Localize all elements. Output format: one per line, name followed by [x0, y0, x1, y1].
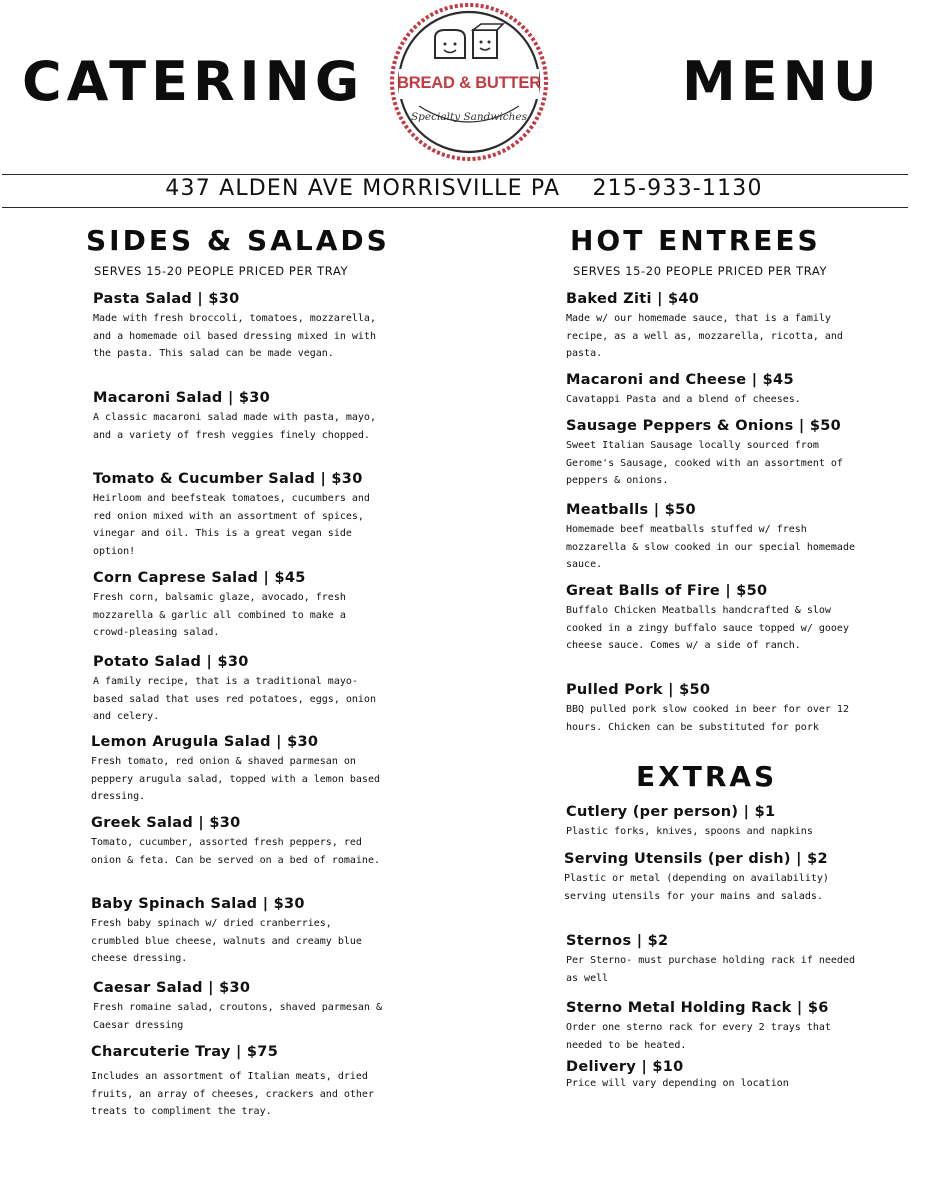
- item-name: Greek Salad | $30: [91, 815, 241, 831]
- item-description: Homemade beef meatballs stuffed w/ fresh mozzarella & slow cooked in our special homemade sauce.: [566, 524, 855, 570]
- menu-item: [93, 290, 383, 363]
- menu-item: [564, 850, 854, 905]
- menu-item: [566, 803, 856, 841]
- sides-salads-title: SIDES & SALADS: [86, 224, 390, 257]
- item-name: Serving Utensils (per dish) | $2: [564, 851, 828, 867]
- menu-item: [91, 1043, 381, 1121]
- item-name: Charcuterie Tray | $75: [91, 1044, 279, 1060]
- item-description: Order one sterno rack for every 2 trays that needed to be heated.: [566, 1022, 831, 1051]
- item-description: Plastic forks, knives, spoons and napkins: [566, 826, 813, 837]
- menu-item: [566, 932, 856, 987]
- menu-item: [566, 1058, 856, 1093]
- item-description: A family recipe, that is a traditional mayo-based salad that uses red potatoes, eggs, onion and celery.: [93, 676, 376, 722]
- item-description: Made w/ our homemade sauce, that is a family recipe, as a well as, mozzarella, ricotta, and pasta.: [566, 313, 843, 359]
- item-description: Heirloom and beefsteak tomatoes, cucumbers and red onion mixed with an assortment of spices, vinegar and oil. This is a great vegan side option!: [93, 493, 370, 557]
- item-description: Cavatappi Pasta and a blend of cheeses.: [566, 394, 801, 405]
- menu-item: [566, 417, 856, 490]
- item-name: Macaroni Salad | $30: [93, 390, 271, 406]
- menu-item: [93, 569, 383, 642]
- header-menu-word: MENU: [682, 50, 882, 113]
- extras-title: EXTRAS: [636, 760, 778, 793]
- street-address: 437 ALDEN AVE MORRISVILLE PA: [165, 176, 561, 201]
- item-description: BBQ pulled pork slow cooked in beer for over 12 hours. Chicken can be substituted for pork: [566, 704, 849, 733]
- item-name: Pasta Salad | $30: [93, 291, 240, 307]
- item-description: Per Sterno- must purchase holding rack if needed as well: [566, 955, 855, 984]
- item-description: Fresh baby spinach w/ dried cranberries, crumbled blue cheese, walnuts and creamy blue cheese dressing.: [91, 918, 362, 964]
- header-catering-word: CATERING: [22, 50, 365, 113]
- address-line: [0, 176, 928, 201]
- logo-tagline: Specialty Sandwiches: [410, 111, 527, 123]
- item-description: Sweet Italian Sausage locally sourced from Gerome's Sausage, cooked with an assortment of peppers & onions.: [566, 440, 843, 486]
- item-name: Sterno Metal Holding Rack | $6: [566, 1000, 829, 1016]
- menu-item: [91, 895, 381, 968]
- hot-entrees-title: HOT ENTREES: [570, 224, 821, 257]
- menu-item: [93, 979, 383, 1034]
- menu-item: [91, 733, 381, 806]
- item-name: Tomato & Cucumber Salad | $30: [93, 471, 363, 487]
- item-description: Fresh corn, balsamic glaze, avocado, fresh mozzarella & garlic all combined to make a crowd-pleasing salad.: [93, 592, 346, 638]
- menu-item: [566, 501, 856, 574]
- item-description: Fresh romaine salad, croutons, shaved parmesan & Caesar dressing: [93, 1002, 382, 1031]
- item-name: Sausage Peppers & Onions | $50: [566, 418, 841, 434]
- item-description: Buffalo Chicken Meatballs handcrafted & slow cooked in a zingy buffalo sauce topped w/ gooey cheese sauce. Comes w/ a side of ranch.: [566, 605, 849, 651]
- address-bottom-rule: [2, 207, 908, 208]
- menu-item: [566, 371, 856, 409]
- item-description: Fresh tomato, red onion & shaved parmesan on peppery arugula salad, topped with a lemon based dressing.: [91, 756, 380, 802]
- menu-item: [93, 389, 383, 444]
- item-name: Caesar Salad | $30: [93, 980, 251, 996]
- menu-item: [93, 470, 383, 560]
- menu-item: [566, 582, 856, 655]
- menu-item: [566, 290, 856, 363]
- hot-entrees-subtitle: SERVES 15-20 PEOPLE PRICED PER TRAY: [573, 264, 828, 278]
- item-description: Plastic or metal (depending on availability) serving utensils for your mains and salads.: [564, 873, 829, 902]
- item-name: Macaroni and Cheese | $45: [566, 372, 794, 388]
- logo-name-text: BREAD & BUTTER: [397, 74, 541, 92]
- item-name: Potato Salad | $30: [93, 654, 249, 670]
- item-description: A classic macaroni salad made with pasta, mayo, and a variety of fresh veggies finely chopped.: [93, 412, 376, 441]
- item-description: Includes an assortment of Italian meats, dried fruits, an array of cheeses, crackers and other treats to compliment the tray.: [91, 1071, 374, 1117]
- item-name: Lemon Arugula Salad | $30: [91, 734, 319, 750]
- item-name: Cutlery (per person) | $1: [566, 804, 776, 820]
- phone-number: 215-933-1130: [592, 176, 763, 201]
- item-name: Pulled Pork | $50: [566, 682, 711, 698]
- item-name: Corn Caprese Salad | $45: [93, 570, 306, 586]
- item-description: Tomato, cucumber, assorted fresh peppers, red onion & feta. Can be served on a bed of romaine.: [91, 837, 380, 866]
- menu-item: [93, 653, 383, 726]
- item-name: Baked Ziti | $40: [566, 291, 700, 307]
- menu-item: [566, 999, 856, 1054]
- sides-salads-subtitle: SERVES 15-20 PEOPLE PRICED PER TRAY: [94, 264, 349, 278]
- item-description: Made with fresh broccoli, tomatoes, mozzarella, and a homemade oil based dressing mixed in with the pasta. This salad can be made vegan.: [93, 313, 376, 359]
- item-description: Price will vary depending on location: [566, 1078, 789, 1089]
- address-top-rule: [2, 174, 908, 175]
- item-name: Delivery | $10: [566, 1059, 684, 1075]
- item-name: Sternos | $2: [566, 933, 669, 949]
- item-name: Meatballs | $50: [566, 502, 696, 518]
- item-name: Baby Spinach Salad | $30: [91, 896, 305, 912]
- menu-item: [566, 681, 856, 736]
- menu-item: [91, 814, 381, 869]
- item-name: Great Balls of Fire | $50: [566, 583, 768, 599]
- bread-and-butter-logo: [389, 2, 549, 162]
